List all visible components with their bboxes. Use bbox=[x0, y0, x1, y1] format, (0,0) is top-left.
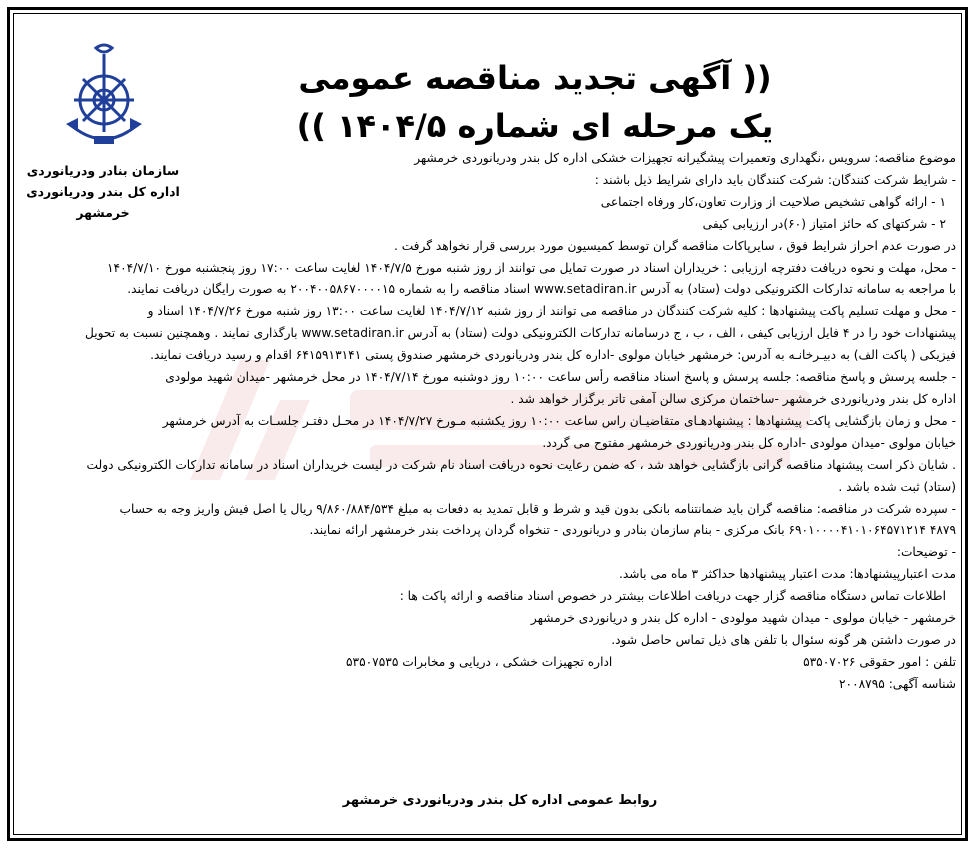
body-line: - جلسه پرسش و پاسخ مناقصه: جلسه پرسش و پاسخ اسناد مناقصه رأس ساعت ۱۰:۰۰ روز دوشنبه مورخ ۱۴۰۴/۷/۱۴ در محل خرمشهر -میدان شهید مولودی bbox=[165, 370, 956, 385]
org-line: اداره کل بندر ودریانوردی bbox=[26, 184, 180, 199]
ports-organization-logo bbox=[58, 40, 150, 152]
org-line: خرمشهر bbox=[76, 205, 130, 220]
ad-id: شناسه آگهی: ۲۰۰۸۷۹۵ bbox=[839, 676, 956, 691]
body-line: - محل، مهلت و نحوه دریافت دفترچه ارزیابی : خریداران اسناد در صورت تمایل می توانند از روز شنبه مورخ ۱۴۰۴/۷/۵ لغایت ساعت ۱۷:۰۰ روز پنجشنبه مورخ ۱۴۰۴/۷/۱۰ bbox=[107, 260, 956, 275]
phone-legal: تلفن : امور حقوقی ۵۳۵۰۷۰۲۶ bbox=[803, 654, 956, 669]
notice-title: (( آگهی تجدید مناقصه عمومی bbox=[298, 59, 772, 97]
public-relations-signature: روابط عمومی اداره کل بندر ودریانوردی خرمشهر bbox=[342, 793, 658, 808]
body-line: (ستاد) ثبت شده باشد . bbox=[838, 479, 956, 494]
body-line: ۱ - ارائه گواهی تشخیص صلاحیت از وزارت تعاون،کار ورفاه اجتماعی bbox=[600, 194, 946, 209]
notice-subtitle: یک مرحله ای شماره ۱۴۰۴/۵ )) bbox=[296, 107, 774, 145]
body-line: خیابان مولوی -میدان مولودی -اداره کل بندر ودریانوردی خرمشهر مفتوح می گردد. bbox=[542, 435, 956, 450]
body-line: - محل و مهلت تسلیم پاکت پیشنهادها : کلیه شرکت کنندگان در مناقصه می توانند از روز شنبه ۱۴۰۴/۷/۱۲ لغایت ساعت ۱۳:۰۰ روز شنبه مورخ ۱۴۰۴/۷/۲۶ اسناد و bbox=[147, 304, 956, 319]
body-line: اداره کل بندر ودریانوردی خرمشهر -ساختمان مرکزی سالن آمفی تاتر برگزار خواهد شد . bbox=[510, 391, 956, 406]
body-line: مدت اعتبارپیشنهادها: مدت اعتبار پیشنهادها حداکثر ۳ ماه می باشد. bbox=[618, 567, 956, 582]
body-line: در صورت داشتن هر گونه سئوال با تلفن های ذیل تماس حاصل شود. bbox=[611, 632, 956, 647]
body-line: فیزیکی ( پاکت الف) به دبیـرخانـه به آدرس: خرمشهر خیابان مولوی -اداره کل بندر ودریانوردی خرمشهر صندوق پستی ۶۴۱۵۹۱۳۱۴۱ اقدام و رسید دریافت نمایند. bbox=[150, 348, 956, 363]
phone-equipment: اداره تجهیزات خشکی ، دریایی و مخابرات ۵۳۵۰۷۵۳۵ bbox=[346, 654, 613, 669]
body-line: ۲ - شرکتهای که حائز امتیاز (۶۰)در ارزیابی کیفی bbox=[702, 216, 946, 231]
body-line: - توضیحات: bbox=[896, 545, 956, 560]
phones-row bbox=[26, 652, 956, 674]
body-line: - شرایط شرکت کنندگان: شرکت کنندگان باید دارای شرایط ذیل باشند : bbox=[594, 172, 956, 187]
body-line: - محل و زمان بازگشایی پاکت پیشنهادها : پیشنهادهـای متقاضیـان راس ساعت ۱۰:۰۰ روز یکشنبه مـورخ ۱۴۰۴/۷/۲۷ در محـل دفتـر جلسـات به آدرس خرمشهر bbox=[162, 413, 956, 428]
body-line: با مراجعه به سامانه تدارکات الکترونیکی دولت (ستاد) به آدرس www.setadiran.ir اسناد مناقصه را به شماره ۲۰۰۴۰۰۵۸۶۷۰۰۰۰۱۵ به صورت رایگان دریافت نمایند. bbox=[127, 282, 956, 297]
org-line: سازمان بنادر ودریانوردی bbox=[26, 163, 180, 178]
body-line: در صورت عدم احراز شرایط فوق ، سایرپاکات مناقصه گران توسط کمیسیون مورد بررسی قرار نخواهد گرفت . bbox=[393, 238, 956, 253]
notice-body bbox=[26, 148, 956, 696]
body-line: موضوع مناقصه: سرویس ،نگهداری وتعمیرات پیشگیرانه تجهیزات خشکی اداره کل بندر ودریانوردی خرمشهر bbox=[414, 151, 956, 165]
body-line: اطلاعات تماس دستگاه مناقصه گزار جهت دریافت اطلاعات بیشتر در خصوص اسناد مناقصه و ارائه پاکت ها : bbox=[399, 589, 946, 604]
body-line: ۴۸۷۹ ۶۹۰۱۰۰۰۰۴۱۰۱۰۶۴۵۷۱۲۱۴ بانک مرکزی - بنام سازمان بنادر و دریانوردی - تنخواه گردان پرداخت بندر خرمشهر ارائه نمایند. bbox=[309, 523, 956, 538]
body-line: خرمشهر - خیابان مولوی - میدان شهید مولودی - اداره کل بندر و دریانوردی خرمشهر bbox=[530, 611, 956, 626]
body-line: پیشنهادات خود را در ۴ فایل ارزیابی کیفی ، الف ، ب ، ج درسامانه تدارکات الکترونیکی دولت (ستاد) به آدرس www.setadiran.ir بارگذاری نمایند . وهمچنین نسبت به تحویل bbox=[84, 326, 956, 341]
body-line: . شایان ذکر است پیشنهاد مناقصه گرانی بازگشایی خواهد شد ، که ضمن رعایت نحوه دریافت اسناد نام شرکت در لیست خریداران اسناد در سامانه تدارکات الکترونیکی دولت bbox=[86, 457, 956, 472]
body-line: - سپرده شرکت در مناقصه: مناقصه گران باید ضمانتنامه بانکی بدون قید و شرط و قابل تمدید به دفعات به مبلغ ۹/۸۶۰/۸۸۴/۵۳۴ ریال یا اصل فیش واریز وجه به حساب bbox=[119, 501, 956, 516]
